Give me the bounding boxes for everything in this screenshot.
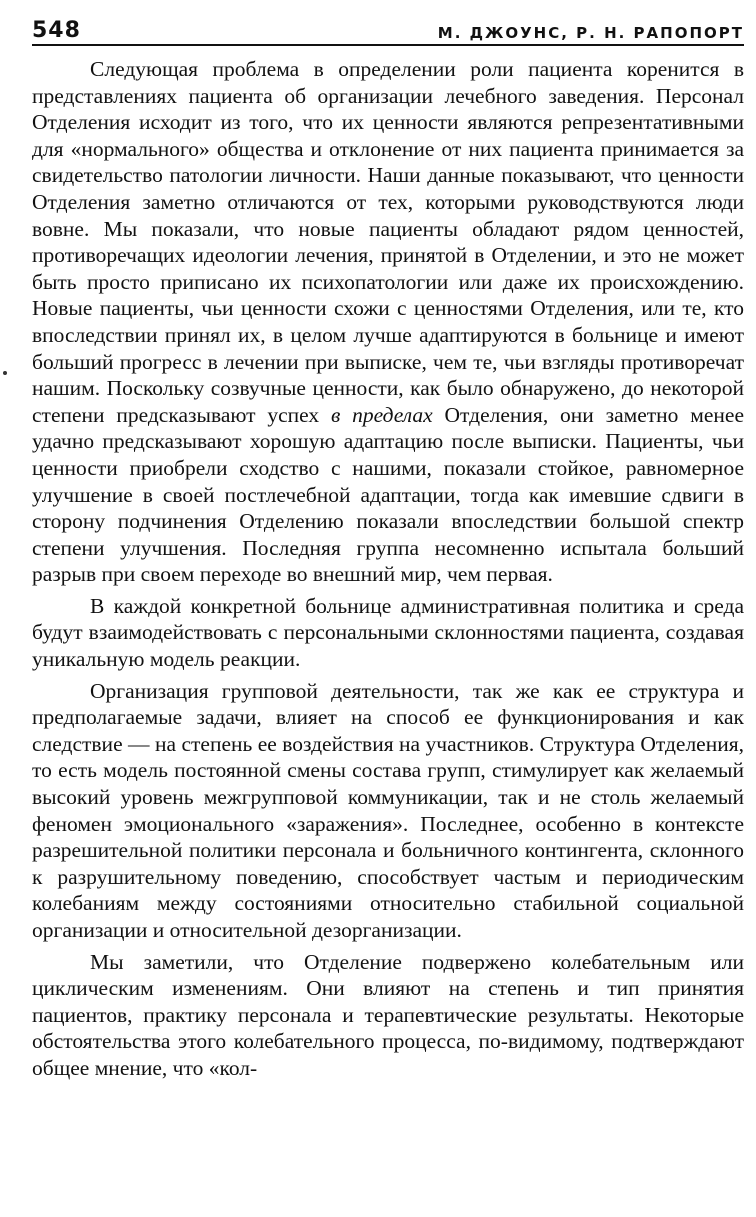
paragraph-1 [32, 56, 744, 588]
paragraph-2: В каждой конкретной больнице административная политика и среда будут взаимодействовать с персональными склонностями пациента, создавая уникальную модель реакции. [32, 593, 744, 672]
page-number: 548 [32, 18, 81, 43]
paragraph-3: Организация групповой деятельности, так же как ее структура и предполагаемые задачи, влияет на способ ее функционирования и как следствие — на степень ее воздействия на участников. Структура Отделения, то есть модель постоянной смены состава групп, стимулирует как желаемый высокий уровень межгрупповой коммуникации, так и не столь желаемый феномен эмоционального «заражения». Последнее, особенно в контексте разрешительной политики персонала и больничного контингента, склонного к разрушительному поведению, способствует частым и периодическим колебаниям между состояниями относительно стабильной социальной организации и относительной дезорганизации. [32, 678, 744, 942]
running-head [32, 14, 744, 46]
paragraph-4: Мы заметили, что Отделение подвержено колебательным или циклическим изменениям. Они влияют на степень и тип принятия пациентов, практику персонала и терапевтические результаты. Некоторые обстоятельства этого колебательного процесса, по-видимому, подтверждают общее мнение, что «кол- [32, 949, 744, 1080]
running-head-authors: М. ДЖОУНС, Р. Н. РАПОПОРТ [437, 24, 744, 42]
paragraph-1-text-end: Отделения, они заметно менее удачно предсказывают хорошую адаптацию после выписки. Пациенты, чьи ценности приобрели сходство с нашими, показали стойкое, равномерное улучшение в своей постлечебной адаптации, тогда как имевшие сдвиги в сторону подчинения Отделению показали впоследствии большой спектр степени улучшения. Последняя группа несомненно испытала больший разрыв при своем переходе во внешний мир, чем первая. [32, 402, 744, 587]
body-text [32, 56, 744, 1082]
paragraph-1-text-start: Следующая проблема в определении роли пациента коренится в представлениях пациента об организации лечебного заведения. Персонал Отделения исходит из того, что их ценности являются репрезентативными для «нормального» общества и отклонение от них пациента принимается за свидетельство патологии личности. Наши данные показывают, что ценности Отделения заметно отличаются от тех, которыми руководствуются люди вовне. Мы показали, что новые пациенты обладают рядом ценностей, противоречащих идеологии лечения, принятой в Отделении, и это не может быть просто приписано их психопатологии или даже их происхождению. Новые пациенты, чьи ценности схожи с ценностями Отделения, или те, кто впоследствии принял их, в целом лучше адаптируются в больнице и имеют больший прогресс в лечении при выписке, чем те, чьи взгляды противоречат нашим. Поскольку созвучные ценности, как было обнаружено, до некоторой степени предсказывают успех [32, 57, 744, 427]
italic-phrase: в пределах [330, 402, 433, 427]
margin-speck [3, 371, 7, 375]
book-page [32, 14, 744, 1082]
